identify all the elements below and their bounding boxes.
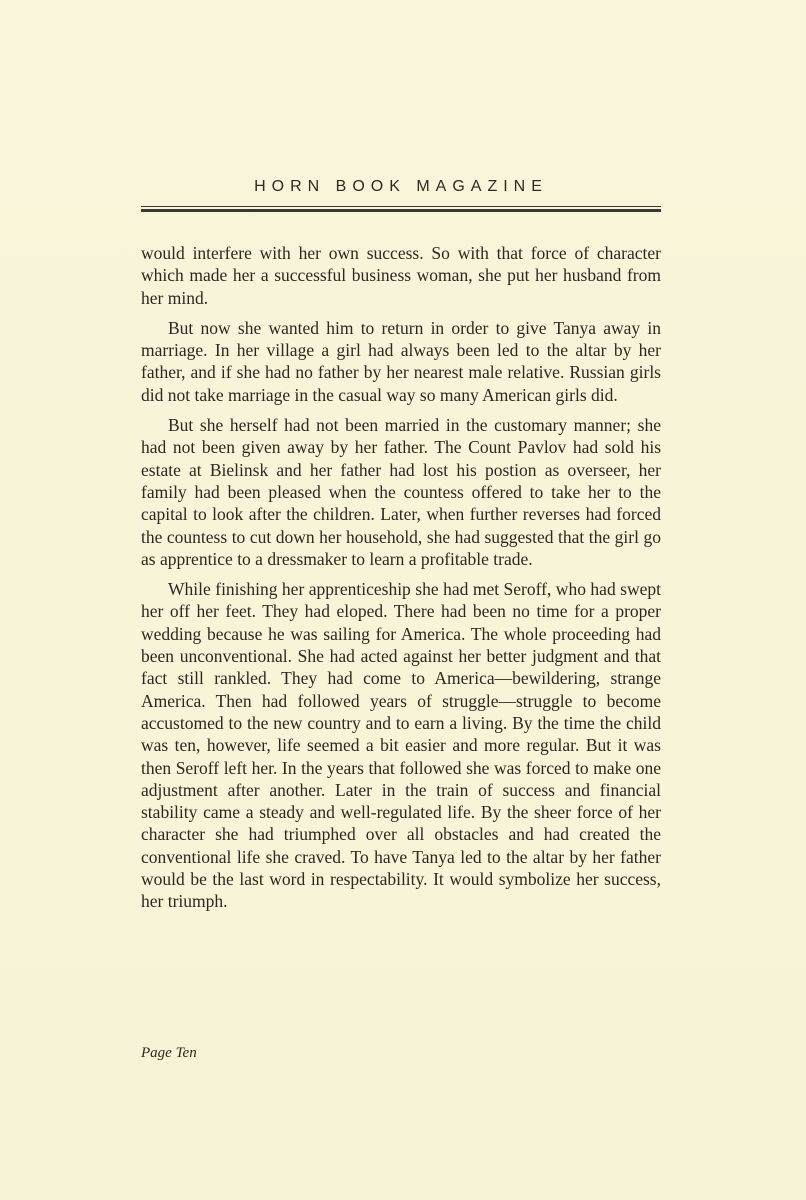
paragraph-4: While finishing her apprenticeship she had met Seroff, who had swept her off her feet. They had eloped. There had been no time for a proper wedding because he was sailing for America. The whole proceeding had been unconventional. She had acted against her better judgment and that fact still rankled. They had come to America—bewildering, strange America. Then had followed years of struggle—struggle to become accustomed to the new country and to earn a living. By the time the child was ten, however, life seemed a bit easier and more regular. But it was then Seroff left her. In the years that followed she was forced to make one adjustment after another. Later in the train of success and financial stability came a steady and well-regulated life. By the sheer force of her character she had triumphed over all obstacles and had created the conventional life she craved. To have Tanya led to the altar by her father would be the last word in respectability. It would symbolize her success, her triumph. <box>141 579 661 912</box>
page-number: Page Ten <box>141 1045 197 1061</box>
header-rule-thin <box>141 206 661 207</box>
paragraph-2: But now she wanted him to return in order to give Tanya away in marriage. In her village a girl had always been led to the altar by her father, and if she had no father by her nearest male relative. Russian girls did not take marriage in the casual way so many American girls did. <box>141 317 661 405</box>
header-rule-thick <box>141 209 661 212</box>
running-head-title: HORN BOOK MAGAZINE <box>254 178 548 195</box>
article-body <box>141 242 661 921</box>
paragraph-1: would interfere with her own success. So with that force of character which made her a successful business woman, she put her husband from her mind. <box>141 243 661 308</box>
paragraph-3: But she herself had not been married in the customary manner; she had not been given away by her father. The Count Pavlov had sold his estate at Bielinsk and her father had lost his postion as overseer, her family had been pleased when the countess offered to take her to the capital to look after the children. Later, when further reverses had forced the countess to cut down her household, she had suggested that the girl go as apprentice to a dressmaker to learn a profitable trade. <box>141 415 661 569</box>
